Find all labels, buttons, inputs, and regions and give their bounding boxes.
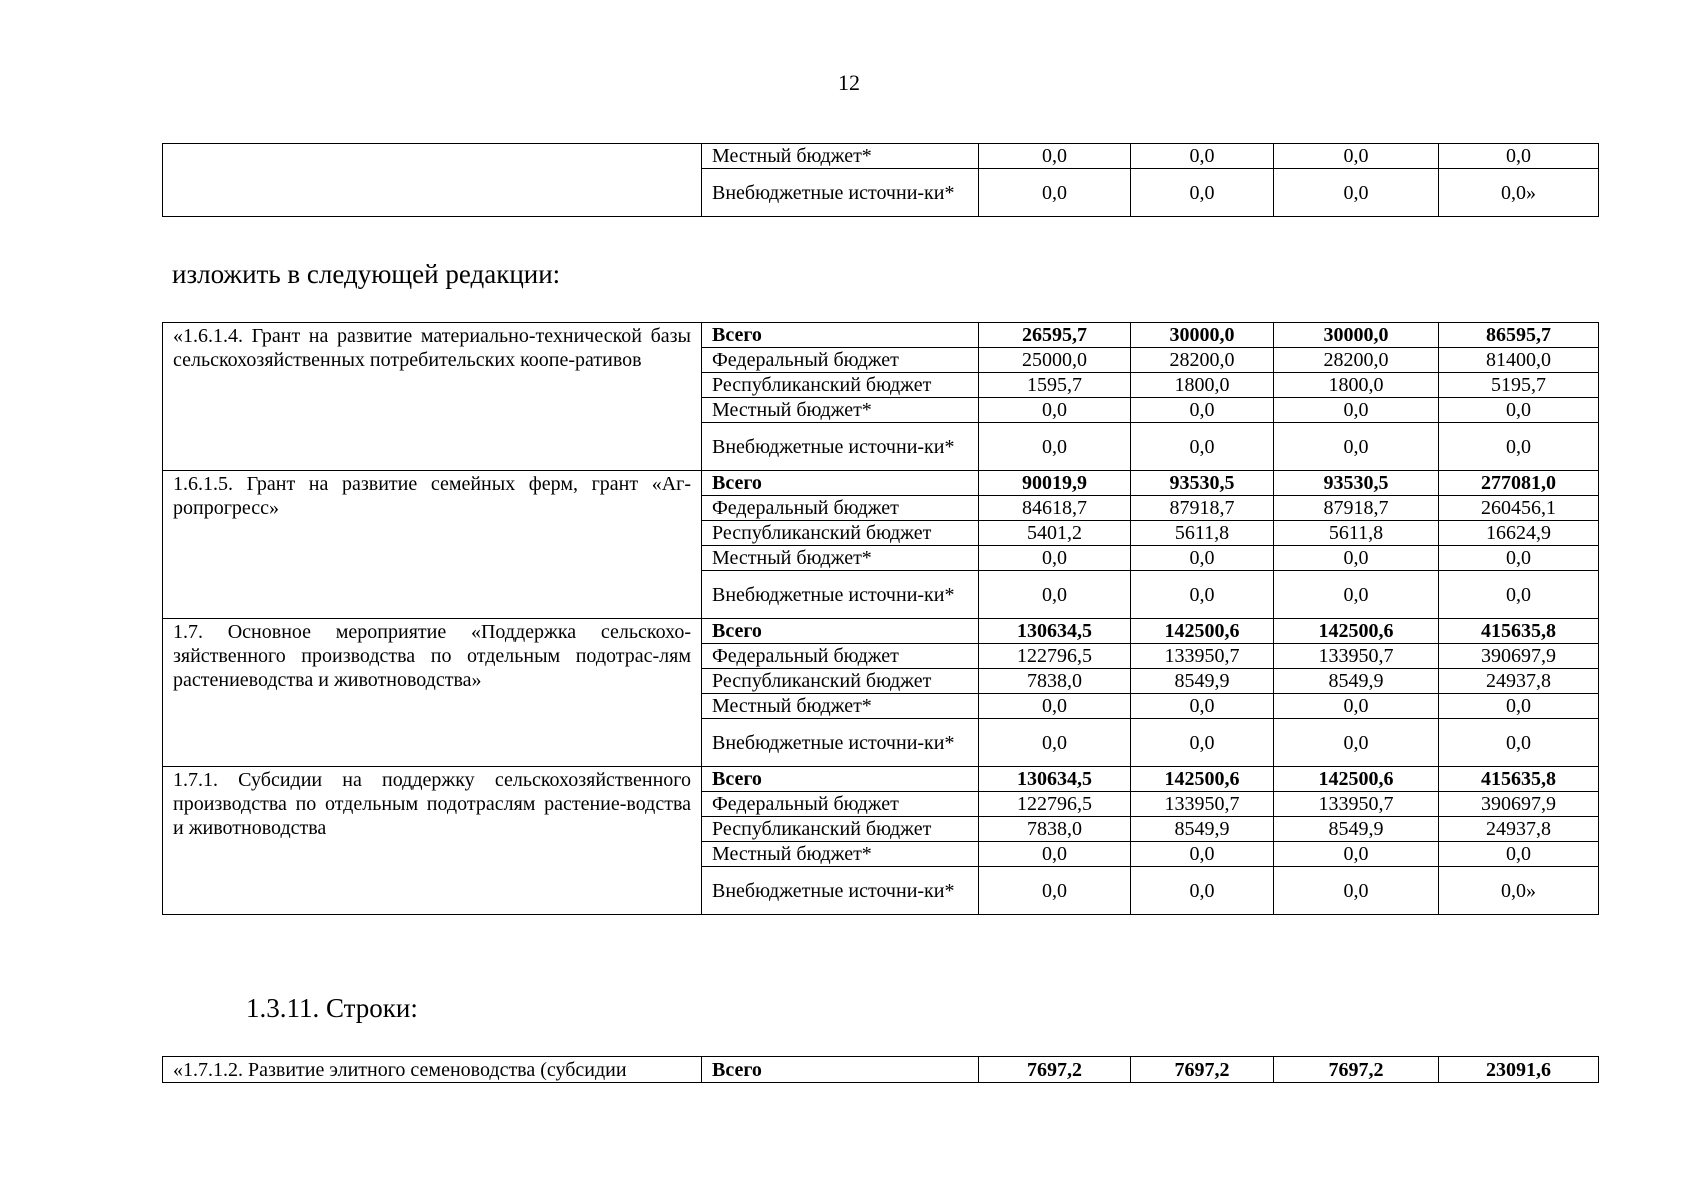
value-cell: 0,0 xyxy=(979,144,1131,169)
value-cell: 0,0 xyxy=(1131,546,1274,571)
value-cell: 7838,0 xyxy=(979,669,1131,694)
funding-source-cell: Местный бюджет* xyxy=(702,144,979,169)
funding-source-cell: Внебюджетные источни-​ки* xyxy=(702,571,979,619)
value-cell: 133950,7 xyxy=(1131,644,1274,669)
value-cell: 0,0 xyxy=(1274,694,1439,719)
value-cell: 277081,0 xyxy=(1439,471,1599,496)
value-cell: 133950,7 xyxy=(1274,644,1439,669)
value-cell: 0,0 xyxy=(1131,719,1274,767)
value-cell: 86595,7 xyxy=(1439,323,1599,348)
budget-table-continuation xyxy=(162,143,1599,217)
value-cell: 0,0 xyxy=(1439,719,1599,767)
value-cell: 0,0 xyxy=(1131,144,1274,169)
funding-source-cell: Всего xyxy=(702,767,979,792)
activity-description-cell: «1.6.1.4. Грант на развитие материально-​технической базы сельскохозяйственных потребительских коопе-​ративов xyxy=(163,323,702,471)
table-body xyxy=(163,144,1599,217)
value-cell: 133950,7 xyxy=(1131,792,1274,817)
value-cell: 130634,5 xyxy=(979,619,1131,644)
value-cell: 0,0 xyxy=(979,842,1131,867)
value-cell: 0,0 xyxy=(1439,571,1599,619)
value-cell: 81400,0 xyxy=(1439,348,1599,373)
value-cell: 0,0 xyxy=(1131,423,1274,471)
table-row xyxy=(163,144,1599,169)
value-cell: 390697,9 xyxy=(1439,644,1599,669)
funding-source-cell: Республиканский бюджет xyxy=(702,669,979,694)
value-cell: 122796,5 xyxy=(979,644,1131,669)
value-cell: 25000,0 xyxy=(979,348,1131,373)
value-cell: 415635,8 xyxy=(1439,767,1599,792)
value-cell: 0,0 xyxy=(1131,398,1274,423)
value-cell: 0,0 xyxy=(1439,144,1599,169)
page-number: 12 xyxy=(838,70,860,95)
value-cell: 0,0 xyxy=(1274,842,1439,867)
value-cell: 1800,0 xyxy=(1131,373,1274,398)
value-cell: 0,0 xyxy=(1131,571,1274,619)
funding-source-cell: Федеральный бюджет xyxy=(702,644,979,669)
value-cell: 0,0 xyxy=(1274,423,1439,471)
value-cell: 28200,0 xyxy=(1131,348,1274,373)
activity-description-cell: 1.6.1.5. Грант на развитие семейных ферм, грант «Аг-​ропрогресс» xyxy=(163,471,702,619)
funding-source-cell: Внебюджетные источни-​ки* xyxy=(702,423,979,471)
row-description-cell xyxy=(163,144,702,217)
value-cell: 0,0 xyxy=(1274,571,1439,619)
value-cell: 8549,9 xyxy=(1274,817,1439,842)
value-cell: 7697,2 xyxy=(1131,1057,1274,1083)
value-cell: 142500,6 xyxy=(1274,767,1439,792)
value-cell: 0,0 xyxy=(979,571,1131,619)
value-cell: 0,0 xyxy=(1274,169,1439,217)
value-cell: 0,0 xyxy=(1439,694,1599,719)
funding-source-cell: Внебюджетные источни-​ки* xyxy=(702,867,979,915)
table-row xyxy=(163,767,1599,792)
value-cell: 0,0 xyxy=(1274,144,1439,169)
table-body xyxy=(163,1057,1599,1083)
value-cell: 122796,5 xyxy=(979,792,1131,817)
table-body xyxy=(163,323,1599,915)
value-cell: 142500,6 xyxy=(1131,619,1274,644)
value-cell: 142500,6 xyxy=(1274,619,1439,644)
value-cell: 0,0 xyxy=(1274,398,1439,423)
table-row xyxy=(163,1057,1599,1083)
value-cell: 415635,8 xyxy=(1439,619,1599,644)
funding-source-cell: Всего xyxy=(702,471,979,496)
funding-source-cell: Всего xyxy=(702,323,979,348)
value-cell: 0,0 xyxy=(1439,546,1599,571)
funding-source-cell: Всего xyxy=(702,619,979,644)
value-cell: 0,0 xyxy=(1131,169,1274,217)
value-cell: 0,0 xyxy=(979,546,1131,571)
value-cell: 28200,0 xyxy=(1274,348,1439,373)
value-cell: 5611,8 xyxy=(1274,521,1439,546)
value-cell: 7838,0 xyxy=(979,817,1131,842)
value-cell: 16624,9 xyxy=(1439,521,1599,546)
section-heading-lines: 1.3.11. Строки: xyxy=(246,993,418,1023)
value-cell: 0,0» xyxy=(1439,169,1599,217)
value-cell: 0,0 xyxy=(979,398,1131,423)
value-cell: 0,0» xyxy=(1439,867,1599,915)
value-cell: 0,0 xyxy=(1131,694,1274,719)
value-cell: 0,0 xyxy=(1439,423,1599,471)
value-cell: 0,0 xyxy=(1274,867,1439,915)
value-cell: 0,0 xyxy=(1274,546,1439,571)
value-cell: 0,0 xyxy=(979,169,1131,217)
section-heading: изложить в следующей редакции: xyxy=(172,259,561,289)
value-cell: 93530,5 xyxy=(1274,471,1439,496)
budget-table-main xyxy=(162,322,1599,915)
value-cell: 260456,1 xyxy=(1439,496,1599,521)
value-cell: 8549,9 xyxy=(1131,817,1274,842)
funding-source-cell: Местный бюджет* xyxy=(702,842,979,867)
funding-source-cell: Внебюджетные источни-​ки* xyxy=(702,719,979,767)
value-cell: 8549,9 xyxy=(1131,669,1274,694)
budget-table-next xyxy=(162,1056,1599,1083)
value-cell: 30000,0 xyxy=(1131,323,1274,348)
value-cell: 8549,9 xyxy=(1274,669,1439,694)
value-cell: 23091,6 xyxy=(1439,1057,1599,1083)
value-cell: 0,0 xyxy=(1439,842,1599,867)
value-cell: 93530,5 xyxy=(1131,471,1274,496)
value-cell: 1595,7 xyxy=(979,373,1131,398)
value-cell: 24937,8 xyxy=(1439,669,1599,694)
value-cell: 142500,6 xyxy=(1131,767,1274,792)
table-row xyxy=(163,619,1599,644)
funding-source-cell: Внебюджетные источни-​ки* xyxy=(702,169,979,217)
value-cell: 0,0 xyxy=(1274,719,1439,767)
funding-source-cell: Федеральный бюджет xyxy=(702,348,979,373)
value-cell: 84618,7 xyxy=(979,496,1131,521)
value-cell: 7697,2 xyxy=(979,1057,1131,1083)
value-cell: 26595,7 xyxy=(979,323,1131,348)
value-cell: 0,0 xyxy=(979,694,1131,719)
table-row xyxy=(163,323,1599,348)
value-cell: 7697,2 xyxy=(1274,1057,1439,1083)
value-cell: 5611,8 xyxy=(1131,521,1274,546)
value-cell: 0,0 xyxy=(1131,842,1274,867)
value-cell: 24937,8 xyxy=(1439,817,1599,842)
value-cell: 5195,7 xyxy=(1439,373,1599,398)
activity-description-cell: 1.7. Основное мероприятие «Поддержка сельскохо-​зяйственного производства по отдельным подотрас-​лям растениеводства и животноводства» xyxy=(163,619,702,767)
value-cell: 0,0 xyxy=(979,719,1131,767)
value-cell: 0,0 xyxy=(1439,398,1599,423)
value-cell: 133950,7 xyxy=(1274,792,1439,817)
funding-source-cell: Республиканский бюджет xyxy=(702,521,979,546)
funding-source-cell: Местный бюджет* xyxy=(702,694,979,719)
value-cell: 5401,2 xyxy=(979,521,1131,546)
activity-description-cell: «1.7.1.2. Развитие элитного семеноводства (субсидии xyxy=(163,1057,702,1083)
value-cell: 87918,7 xyxy=(1274,496,1439,521)
funding-source-cell: Республиканский бюджет xyxy=(702,373,979,398)
value-cell: 390697,9 xyxy=(1439,792,1599,817)
value-cell: 0,0 xyxy=(1131,867,1274,915)
value-cell: 1800,0 xyxy=(1274,373,1439,398)
funding-source-cell: Местный бюджет* xyxy=(702,546,979,571)
value-cell: 90019,9 xyxy=(979,471,1131,496)
value-cell: 30000,0 xyxy=(1274,323,1439,348)
funding-source-cell: Местный бюджет* xyxy=(702,398,979,423)
funding-source-cell: Федеральный бюджет xyxy=(702,496,979,521)
activity-description-cell: 1.7.1. Субсидии на поддержку сельскохозяйственного производства по отдельным подотраслям растение-​водства и животноводства xyxy=(163,767,702,915)
funding-source-cell: Всего xyxy=(702,1057,979,1083)
table-row xyxy=(163,471,1599,496)
funding-source-cell: Республиканский бюджет xyxy=(702,817,979,842)
value-cell: 87918,7 xyxy=(1131,496,1274,521)
value-cell: 0,0 xyxy=(979,423,1131,471)
value-cell: 130634,5 xyxy=(979,767,1131,792)
value-cell: 0,0 xyxy=(979,867,1131,915)
funding-source-cell: Федеральный бюджет xyxy=(702,792,979,817)
